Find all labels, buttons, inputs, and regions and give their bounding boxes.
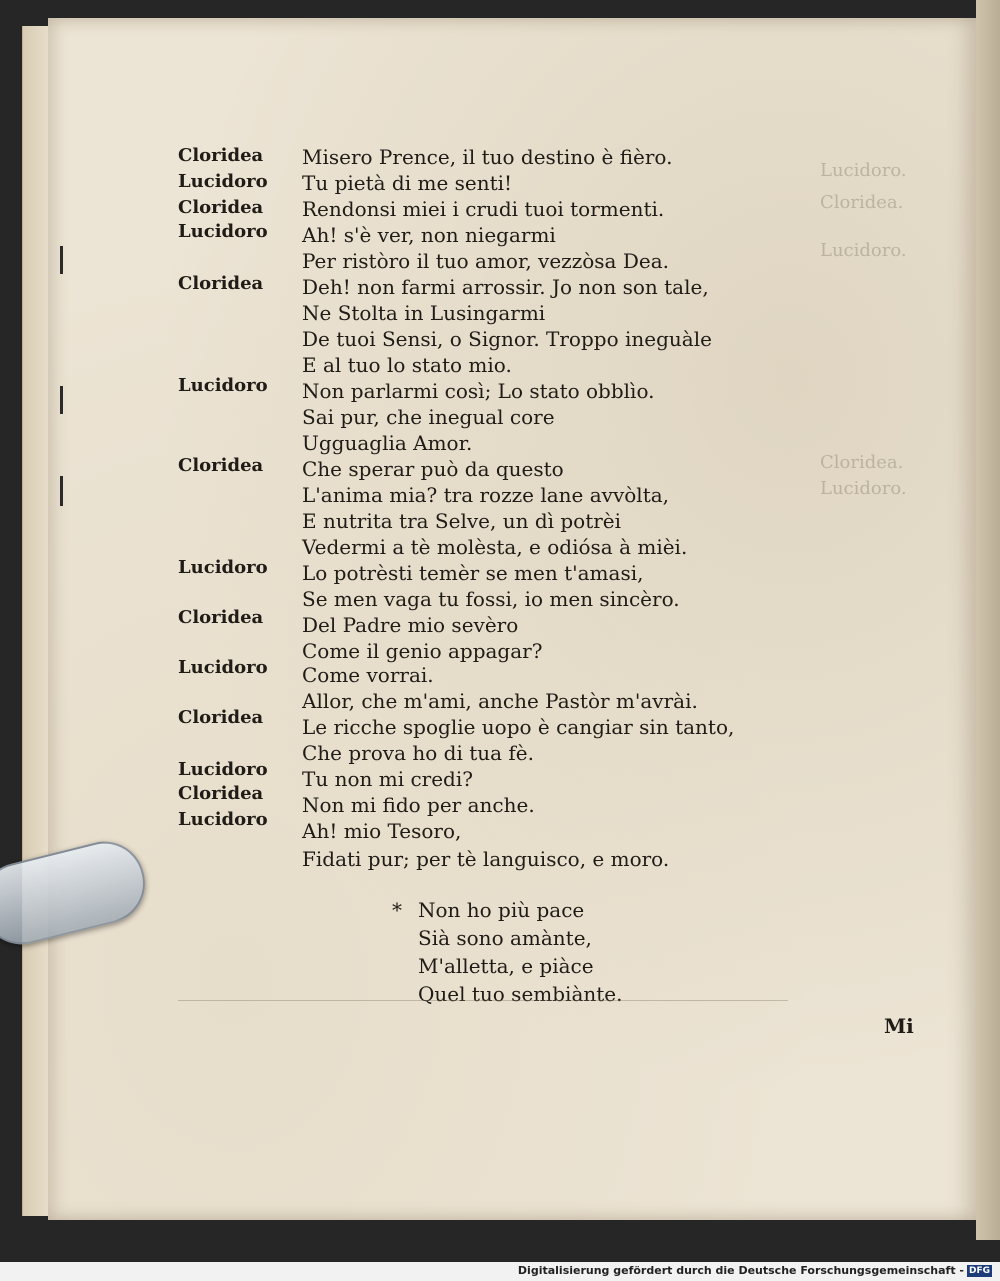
footer-credit-text: Digitalisierung gefördert durch die Deutsche Forschungsgemeinschaft - — [517, 1264, 964, 1277]
verse-line: Tu non mi credi? — [302, 767, 473, 791]
speaker-label: Lucidoro — [178, 171, 268, 192]
verse-line: Che prova ho di tua fè. — [302, 741, 534, 765]
speaker-label: Cloridea — [178, 455, 264, 476]
verse-line: Sai pur, che inegual core — [302, 405, 555, 429]
bleed-through-text: Lucidoro. — [820, 478, 907, 499]
speaker-label: Lucidoro — [178, 657, 268, 678]
speaker-label: Lucidoro — [178, 375, 268, 396]
bleed-through-text: Lucidoro. — [820, 160, 907, 181]
verse-line: Non parlarmi così; Lo stato obblìo. — [302, 379, 655, 403]
speaker-label: Cloridea — [178, 607, 264, 628]
verse-line: Che sperar può da questo — [302, 457, 564, 481]
speaker-label: Lucidoro — [178, 557, 268, 578]
catchword: Mi — [884, 1014, 914, 1038]
verse-line: L'anima mia? tra rozze lane avvòlta, — [302, 483, 670, 507]
speaker-label: Lucidoro — [178, 759, 268, 780]
bleed-through-text: Lucidoro. — [820, 240, 907, 261]
verse-line: Per ristòro il tuo amor, vezzòsa Dea. — [302, 249, 669, 273]
aria-line: Non ho più pace — [418, 898, 585, 922]
bleed-through-text: Cloridea. — [820, 192, 904, 213]
aria-line: Sià sono amànte, — [418, 926, 592, 950]
aria-line: Quel tuo sembiànte. — [418, 982, 623, 1006]
verse-line: Come il genio appagar? — [302, 639, 543, 663]
speaker-label: Cloridea — [178, 145, 264, 166]
speaker-label: Lucidoro — [178, 809, 268, 830]
verse-line: Ne Stolta in Lusingarmi — [302, 301, 546, 325]
verse-line: Tu pietà di me senti! — [302, 171, 513, 195]
speaker-label: Cloridea — [178, 783, 264, 804]
verse-line: E nutrita tra Selve, un dì potrèi — [302, 509, 622, 533]
aria-marker: * — [392, 898, 402, 922]
page-rule — [178, 1000, 788, 1001]
speaker-label: Cloridea — [178, 707, 264, 728]
verse-line: Ugguaglia Amor. — [302, 431, 473, 455]
verse-line: Lo potrèsti temèr se men t'amasi, — [302, 561, 644, 585]
aria-line: M'alletta, e piàce — [418, 954, 594, 978]
verse-line: E al tuo lo stato mio. — [302, 353, 512, 377]
speaker-label: Cloridea — [178, 197, 264, 218]
verse-line: Deh! non farmi arrossir. Jo non son tale, — [302, 275, 709, 299]
verse-line: Allor, che m'ami, anche Pastòr m'avrài. — [302, 689, 698, 713]
verse-line: Le ricche spoglie uopo è cangiar sin tanto, — [302, 715, 735, 739]
verse-line: Ah! s'è ver, non niegarmi — [302, 223, 556, 247]
verse-line: Del Padre mio sevèro — [302, 613, 519, 637]
verse-line: Vedermi a tè molèsta, e odiósa à mièi. — [302, 535, 688, 559]
verse-line: De tuoi Sensi, o Signor. Troppo ineguàle — [302, 327, 712, 351]
verse-line: Misero Prence, il tuo destino è fièro. — [302, 145, 673, 169]
verse-line: Se men vaga tu fossi, io men sincèro. — [302, 587, 680, 611]
speaker-label: Lucidoro — [178, 221, 268, 242]
speaker-label: Cloridea — [178, 273, 264, 294]
bleed-through-text: Cloridea. — [820, 452, 904, 473]
verse-line: Rendonsi miei i crudi tuoi tormenti. — [302, 197, 665, 221]
verse-line: Ah! mio Tesoro, — [302, 819, 462, 843]
dfg-logo: DFG — [968, 1266, 990, 1276]
footer-credit — [518, 1264, 992, 1277]
verse-line: Fidati pur; per tè languisco, e moro. — [302, 847, 670, 871]
verse-line: Come vorrai. — [302, 663, 434, 687]
verse-line: Non mi fido per anche. — [302, 793, 535, 817]
